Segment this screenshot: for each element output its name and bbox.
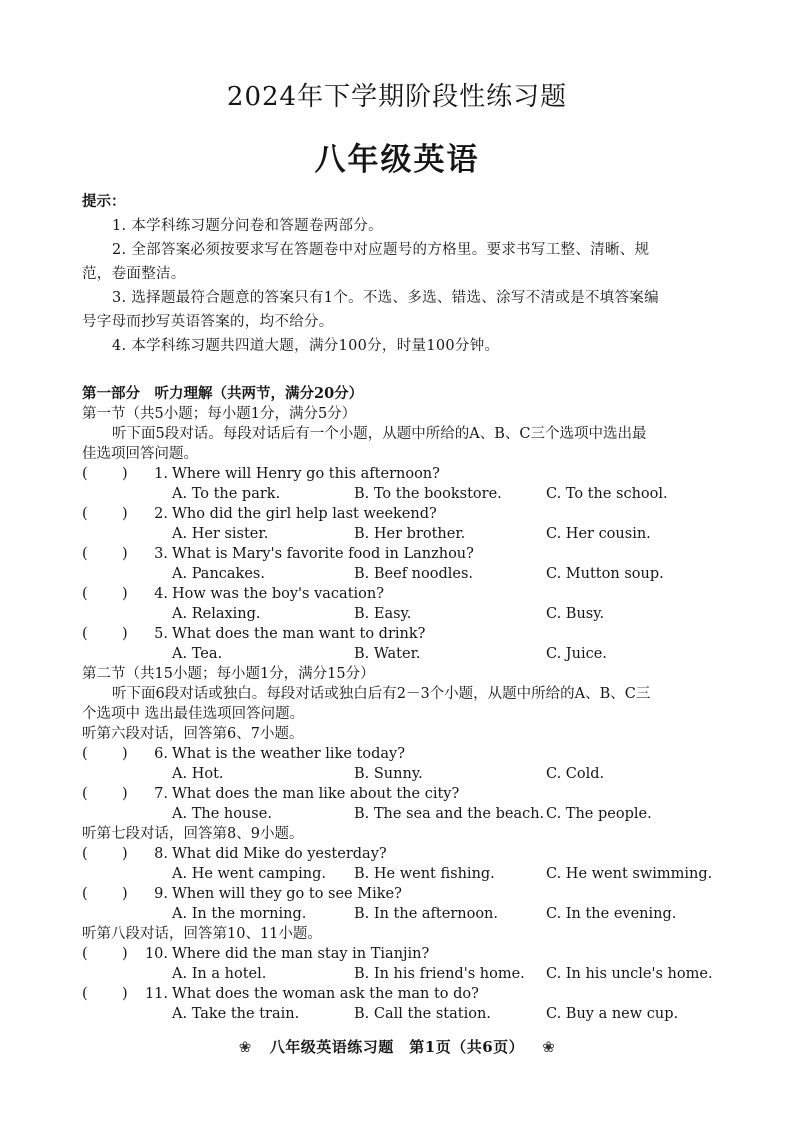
question-number: 2. [154, 506, 168, 522]
option-b: B. Easy. [354, 606, 412, 622]
question-number: 5. [154, 626, 168, 642]
answer-paren-left: ( [82, 586, 88, 602]
question-row [82, 784, 722, 804]
options-row [82, 484, 722, 504]
question-row [82, 584, 722, 604]
question-number: 4. [154, 586, 168, 602]
option-c: C. Juice. [546, 646, 607, 662]
question-number: 8. [154, 846, 168, 862]
answer-paren-right: ) [122, 546, 128, 562]
question-row [82, 504, 722, 524]
option-b: B. Sunny. [354, 766, 423, 782]
options-row [82, 804, 722, 824]
notes-heading: 提示： [82, 193, 126, 210]
answer-paren-right: ) [122, 946, 128, 962]
option-b: B. Her brother. [354, 526, 466, 542]
options-row [82, 564, 722, 584]
answer-paren-right: ) [122, 886, 128, 902]
listening-part [82, 384, 722, 1024]
page-footer [0, 1036, 794, 1057]
question-stem: When will they go to see Mike? [172, 886, 402, 902]
flower-ornament-icon: ❀ [238, 1038, 252, 1056]
question-row [82, 544, 722, 564]
answer-paren-right: ) [122, 586, 128, 602]
section1-heading: 第一节（共5小题；每小题1分，满分5分） [82, 406, 357, 422]
answer-paren-left: ( [82, 846, 88, 862]
question-number: 7. [154, 786, 168, 802]
question-row [82, 944, 722, 964]
footer-text: 八年级英语练习题 第1页（共6页） [269, 1038, 525, 1056]
option-b: B. Call the station. [354, 1006, 491, 1022]
note-line: 号字母而抄写英语答案的，均不给分。 [82, 314, 334, 330]
question-row [82, 884, 722, 904]
question-stem: Where will Henry go this afternoon? [172, 466, 440, 482]
question-row [82, 844, 722, 864]
note-line: 范，卷面整洁。 [82, 266, 186, 282]
answer-paren-right: ) [122, 786, 128, 802]
question-number: 9. [154, 886, 168, 902]
option-c: C. Mutton soup. [546, 566, 664, 582]
answer-paren-left: ( [82, 786, 88, 802]
note-line: 2. 全部答案必须按要求写在答题卷中对应题号的方格里。要求书写工整、清晰、规 [112, 242, 650, 258]
answer-paren-right: ) [122, 746, 128, 762]
option-c: C. In his uncle's home. [546, 966, 713, 982]
answer-paren-left: ( [82, 626, 88, 642]
answer-paren-left: ( [82, 506, 88, 522]
exam-title: 2024年下学期阶段性练习题 [226, 82, 568, 112]
section1-instructions: 佳选项回答问题。 [82, 446, 198, 462]
question-stem: What does the man want to drink? [172, 626, 426, 642]
options-row [82, 964, 722, 984]
option-c: C. Her cousin. [546, 526, 651, 542]
options-row [82, 644, 722, 664]
part-heading: 第一部分 听力理解（共两节，满分20分） [82, 385, 364, 402]
question-number: 11. [144, 986, 168, 1002]
note-line: 3. 选择题最符合题意的答案只有1个。不选、多选、错选、涂写不清或是不填答案编 [112, 290, 659, 306]
answer-paren-left: ( [82, 886, 88, 902]
option-b: B. Beef noodles. [354, 566, 474, 582]
section2-instructions: 听下面6段对话或独白。每段对话或独白后有2－3个小题，从题中所给的A、B、C三 [112, 686, 651, 702]
options-row [82, 604, 722, 624]
option-c: C. To the school. [546, 486, 668, 502]
question-stem: What did Mike do yesterday? [172, 846, 387, 862]
section1-instructions: 听下面5段对话。每段对话后有一个小题，从题中所给的A、B、C三个选项中选出最 [112, 426, 647, 442]
option-c: C. In the evening. [546, 906, 677, 922]
question-row [82, 984, 722, 1004]
option-a: A. To the park. [172, 486, 281, 502]
question-stem: What is Mary's favorite food in Lanzhou? [172, 546, 474, 562]
answer-paren-right: ) [122, 846, 128, 862]
answer-paren-right: ) [122, 986, 128, 1002]
option-c: C. Cold. [546, 766, 605, 782]
question-stem: What does the woman ask the man to do? [172, 986, 479, 1002]
dialogue-heading: 听第七段对话，回答第8、9小题。 [82, 826, 304, 842]
option-a: A. Tea. [172, 646, 223, 662]
option-a: A. Pancakes. [172, 566, 265, 582]
option-c: C. Busy. [546, 606, 605, 622]
option-a: A. Relaxing. [172, 606, 261, 622]
answer-paren-left: ( [82, 946, 88, 962]
answer-paren-left: ( [82, 546, 88, 562]
flower-ornament-icon: ❀ [542, 1038, 556, 1056]
option-a: A. In the morning. [172, 906, 307, 922]
section2-heading: 第二节（共15小题；每小题1分，满分15分） [82, 666, 375, 682]
option-c: C. Buy a new cup. [546, 1006, 679, 1022]
option-a: A. The house. [172, 806, 272, 822]
answer-paren-right: ) [122, 626, 128, 642]
note-line: 4. 本学科练习题共四道大题，满分100分，时量100分钟。 [112, 338, 500, 354]
notes-block [82, 190, 718, 358]
option-a: A. In a hotel. [172, 966, 267, 982]
question-stem: Who did the girl help last weekend? [172, 506, 437, 522]
option-c: C. The people. [546, 806, 652, 822]
options-row [82, 1004, 722, 1024]
question-stem: How was the boy's vacation? [172, 586, 385, 602]
option-a: A. Take the train. [172, 1006, 300, 1022]
options-row [82, 524, 722, 544]
option-a: A. He went camping. [172, 866, 326, 882]
question-number: 1. [154, 466, 168, 482]
question-stem: What is the weather like today? [172, 746, 405, 762]
answer-paren-right: ) [122, 506, 128, 522]
option-b: B. He went fishing. [354, 866, 495, 882]
option-b: B. To the bookstore. [354, 486, 502, 502]
option-a: A. Hot. [172, 766, 224, 782]
question-stem: Where did the man stay in Tianjin? [172, 946, 430, 962]
question-row [82, 624, 722, 644]
question-number: 6. [154, 746, 168, 762]
option-b: B. The sea and the beach. [354, 806, 545, 822]
dialogue-heading: 听第八段对话，回答第10、11小题。 [82, 926, 322, 942]
dialogue-heading: 听第六段对话，回答第6、7小题。 [82, 726, 304, 742]
option-c: C. He went swimming. [546, 866, 713, 882]
question-stem: What does the man like about the city? [172, 786, 460, 802]
option-b: B. Water. [354, 646, 421, 662]
options-row [82, 864, 722, 884]
section2-instructions: 个选项中 选出最佳选项回答问题。 [82, 706, 305, 722]
question-row [82, 744, 722, 764]
note-line: 1. 本学科练习题分问卷和答题卷两部分。 [112, 218, 383, 234]
answer-paren-right: ) [122, 466, 128, 482]
question-row [82, 464, 722, 484]
options-row [82, 764, 722, 784]
options-row [82, 904, 722, 924]
option-a: A. Her sister. [172, 526, 269, 542]
exam-subject-title: 八年级英语 [314, 142, 480, 178]
answer-paren-left: ( [82, 746, 88, 762]
answer-paren-left: ( [82, 466, 88, 482]
answer-paren-left: ( [82, 986, 88, 1002]
question-number: 3. [154, 546, 168, 562]
option-b: B. In his friend's home. [354, 966, 525, 982]
option-b: B. In the afternoon. [354, 906, 499, 922]
question-number: 10. [144, 946, 168, 962]
